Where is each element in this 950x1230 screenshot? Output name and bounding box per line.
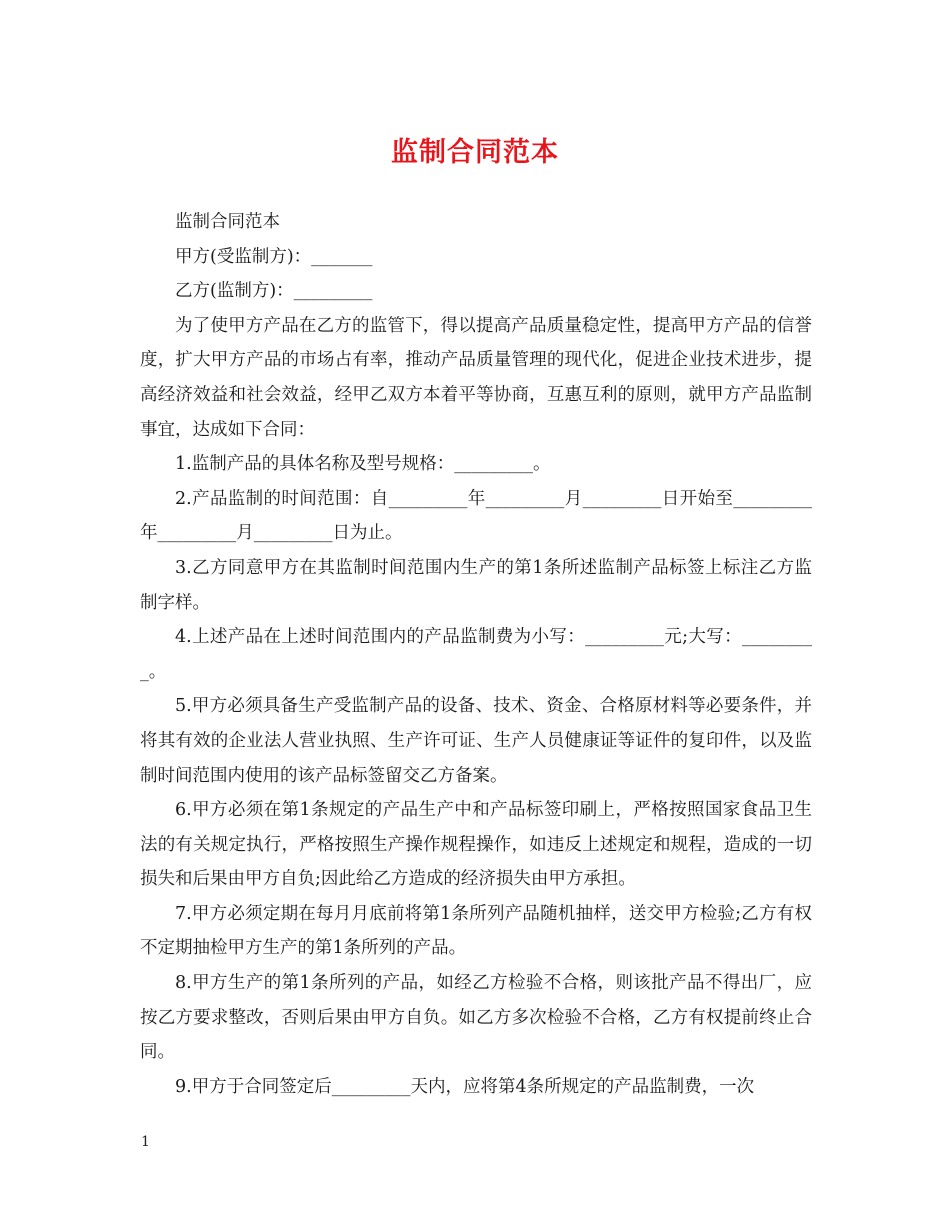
document-title: 监制合同范本 [391,137,559,168]
clause-3: 3.乙方同意甲方在其监制时间范围内生产的第1条所述监制产品标签上标注乙方监制字样。 [140,557,812,613]
party-b-line: 乙方(监制方)：_________ [175,281,373,302]
page-number: 1 [141,1134,150,1150]
intro-heading: 监制合同范本 [175,212,280,232]
clause-6: 6.甲方必须在第1条规定的产品生产中和产品标签印刷上，严格按照国家食品卫生法的有关规定执行，严格按照生产操作规程操作，如违反上述规定和规程，造成的一切损失和后果由甲方自负;因此给乙方造成的经济损失由甲方承担。 [140,800,812,890]
document-body [140,205,812,1104]
clause-1: 1.监制产品的具体名称及型号规格：_________。 [175,454,551,475]
clause-8: 8.甲方生产的第1条所列的产品，如经乙方检验不合格，则该批产品不得出厂，应按乙方要求整改，否则后果由甲方自负。如乙方多次检验不合格，乙方有权提前终止合同。 [140,973,812,1063]
clause-2: 2.产品监制的时间范围：自_________年_________月_________日开始至_________年_________月_________日为止。 [140,488,812,544]
party-a-line: 甲方(受监制方)：_______ [175,246,373,267]
clause-7: 7.甲方必须定期在每月月底前将第1条所列产品随机抽样，送交甲方检验;乙方有权不定期抽检甲方生产的第1条所列的产品。 [140,903,812,959]
clause-9: 9.甲方于合同签定后_________天内，应将第4条所规定的产品监制费，一次 [175,1076,755,1097]
clause-5: 5.甲方必须具备生产受监制产品的设备、技术、资金、合格原材料等必要条件，并将其有效的企业法人营业执照、生产许可证、生产人员健康证等证件的复印件，以及监制时间范围内使用的该产品标签留交乙方备案。 [140,696,812,786]
clause-4: 4.上述产品在上述时间范围内的产品监制费为小写：_________元;大写：_________。 [140,627,812,682]
preamble-paragraph: 为了使甲方产品在乙方的监管下，得以提高产品质量稳定性，提高甲方产品的信誉度，扩大甲方产品的市场占有率，推动产品质量管理的现代化，促进企业技术进步，提高经济效益和社会效益，经甲乙双方本着平等协商，互惠互利的原则，就甲方产品监制事宜，达成如下合同： [140,315,812,440]
